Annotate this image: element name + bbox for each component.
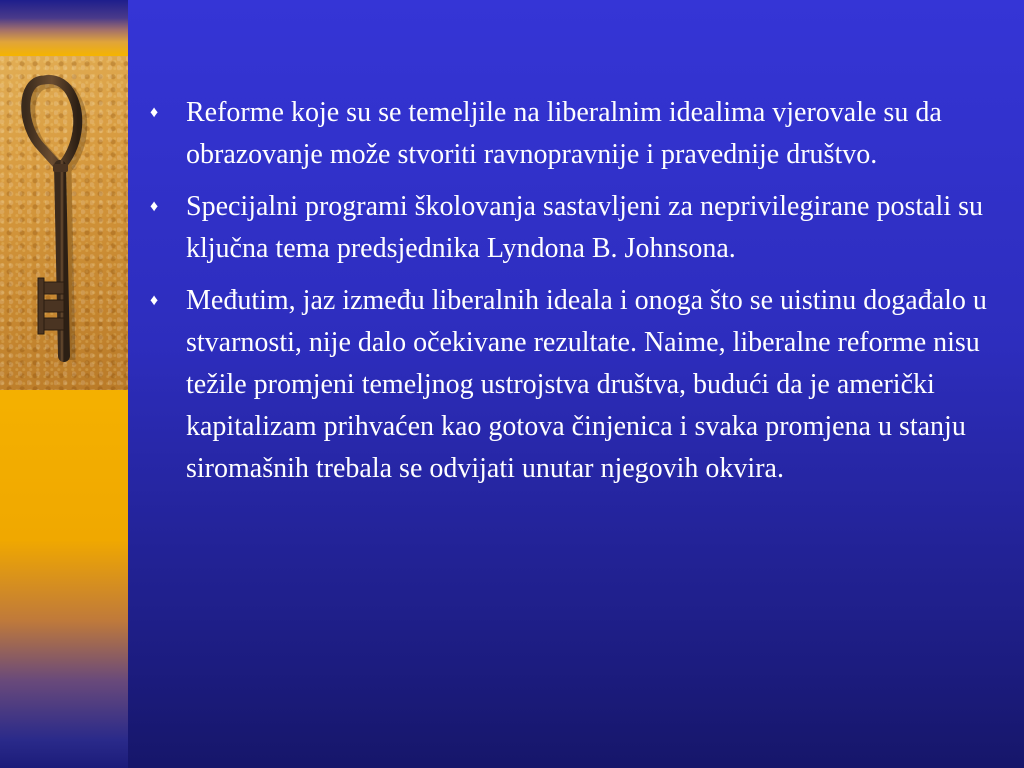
bullet-item bbox=[150, 186, 990, 270]
diamond-bullet-icon: ♦ bbox=[150, 104, 159, 121]
bullet-item bbox=[150, 92, 990, 176]
bullet-list bbox=[150, 92, 990, 490]
diamond-bullet-icon: ♦ bbox=[150, 292, 159, 309]
slide-content bbox=[150, 92, 990, 500]
bullet-text: Međutim, jaz između liberalnih ideala i onoga što se uistinu događalo u stvarnosti, nije dalo očekivane rezultate. Naime, liberalne reforme nisu težile promjeni temeljnog ustrojstva društva, budući da je američki kapitalizam prihvaćen kao gotova činjenica i svaka promjena u stanju siromašnih trebala se odvijati unutar njegovih okvira. bbox=[186, 285, 987, 484]
key-icon bbox=[0, 56, 128, 390]
bullet-item bbox=[150, 280, 990, 490]
bullet-text: Specijalni programi školovanja sastavljeni za neprivilegirane postali su ključna tema predsjednika Lyndona B. Johnsona. bbox=[186, 191, 984, 264]
diamond-bullet-icon: ♦ bbox=[150, 198, 159, 215]
bullet-text: Reforme koje su se temeljile na liberalnim idealima vjerovale su da obrazovanje može stvoriti ravnopravnije i pravednije društvo. bbox=[186, 97, 942, 170]
antique-key-image bbox=[0, 56, 128, 390]
